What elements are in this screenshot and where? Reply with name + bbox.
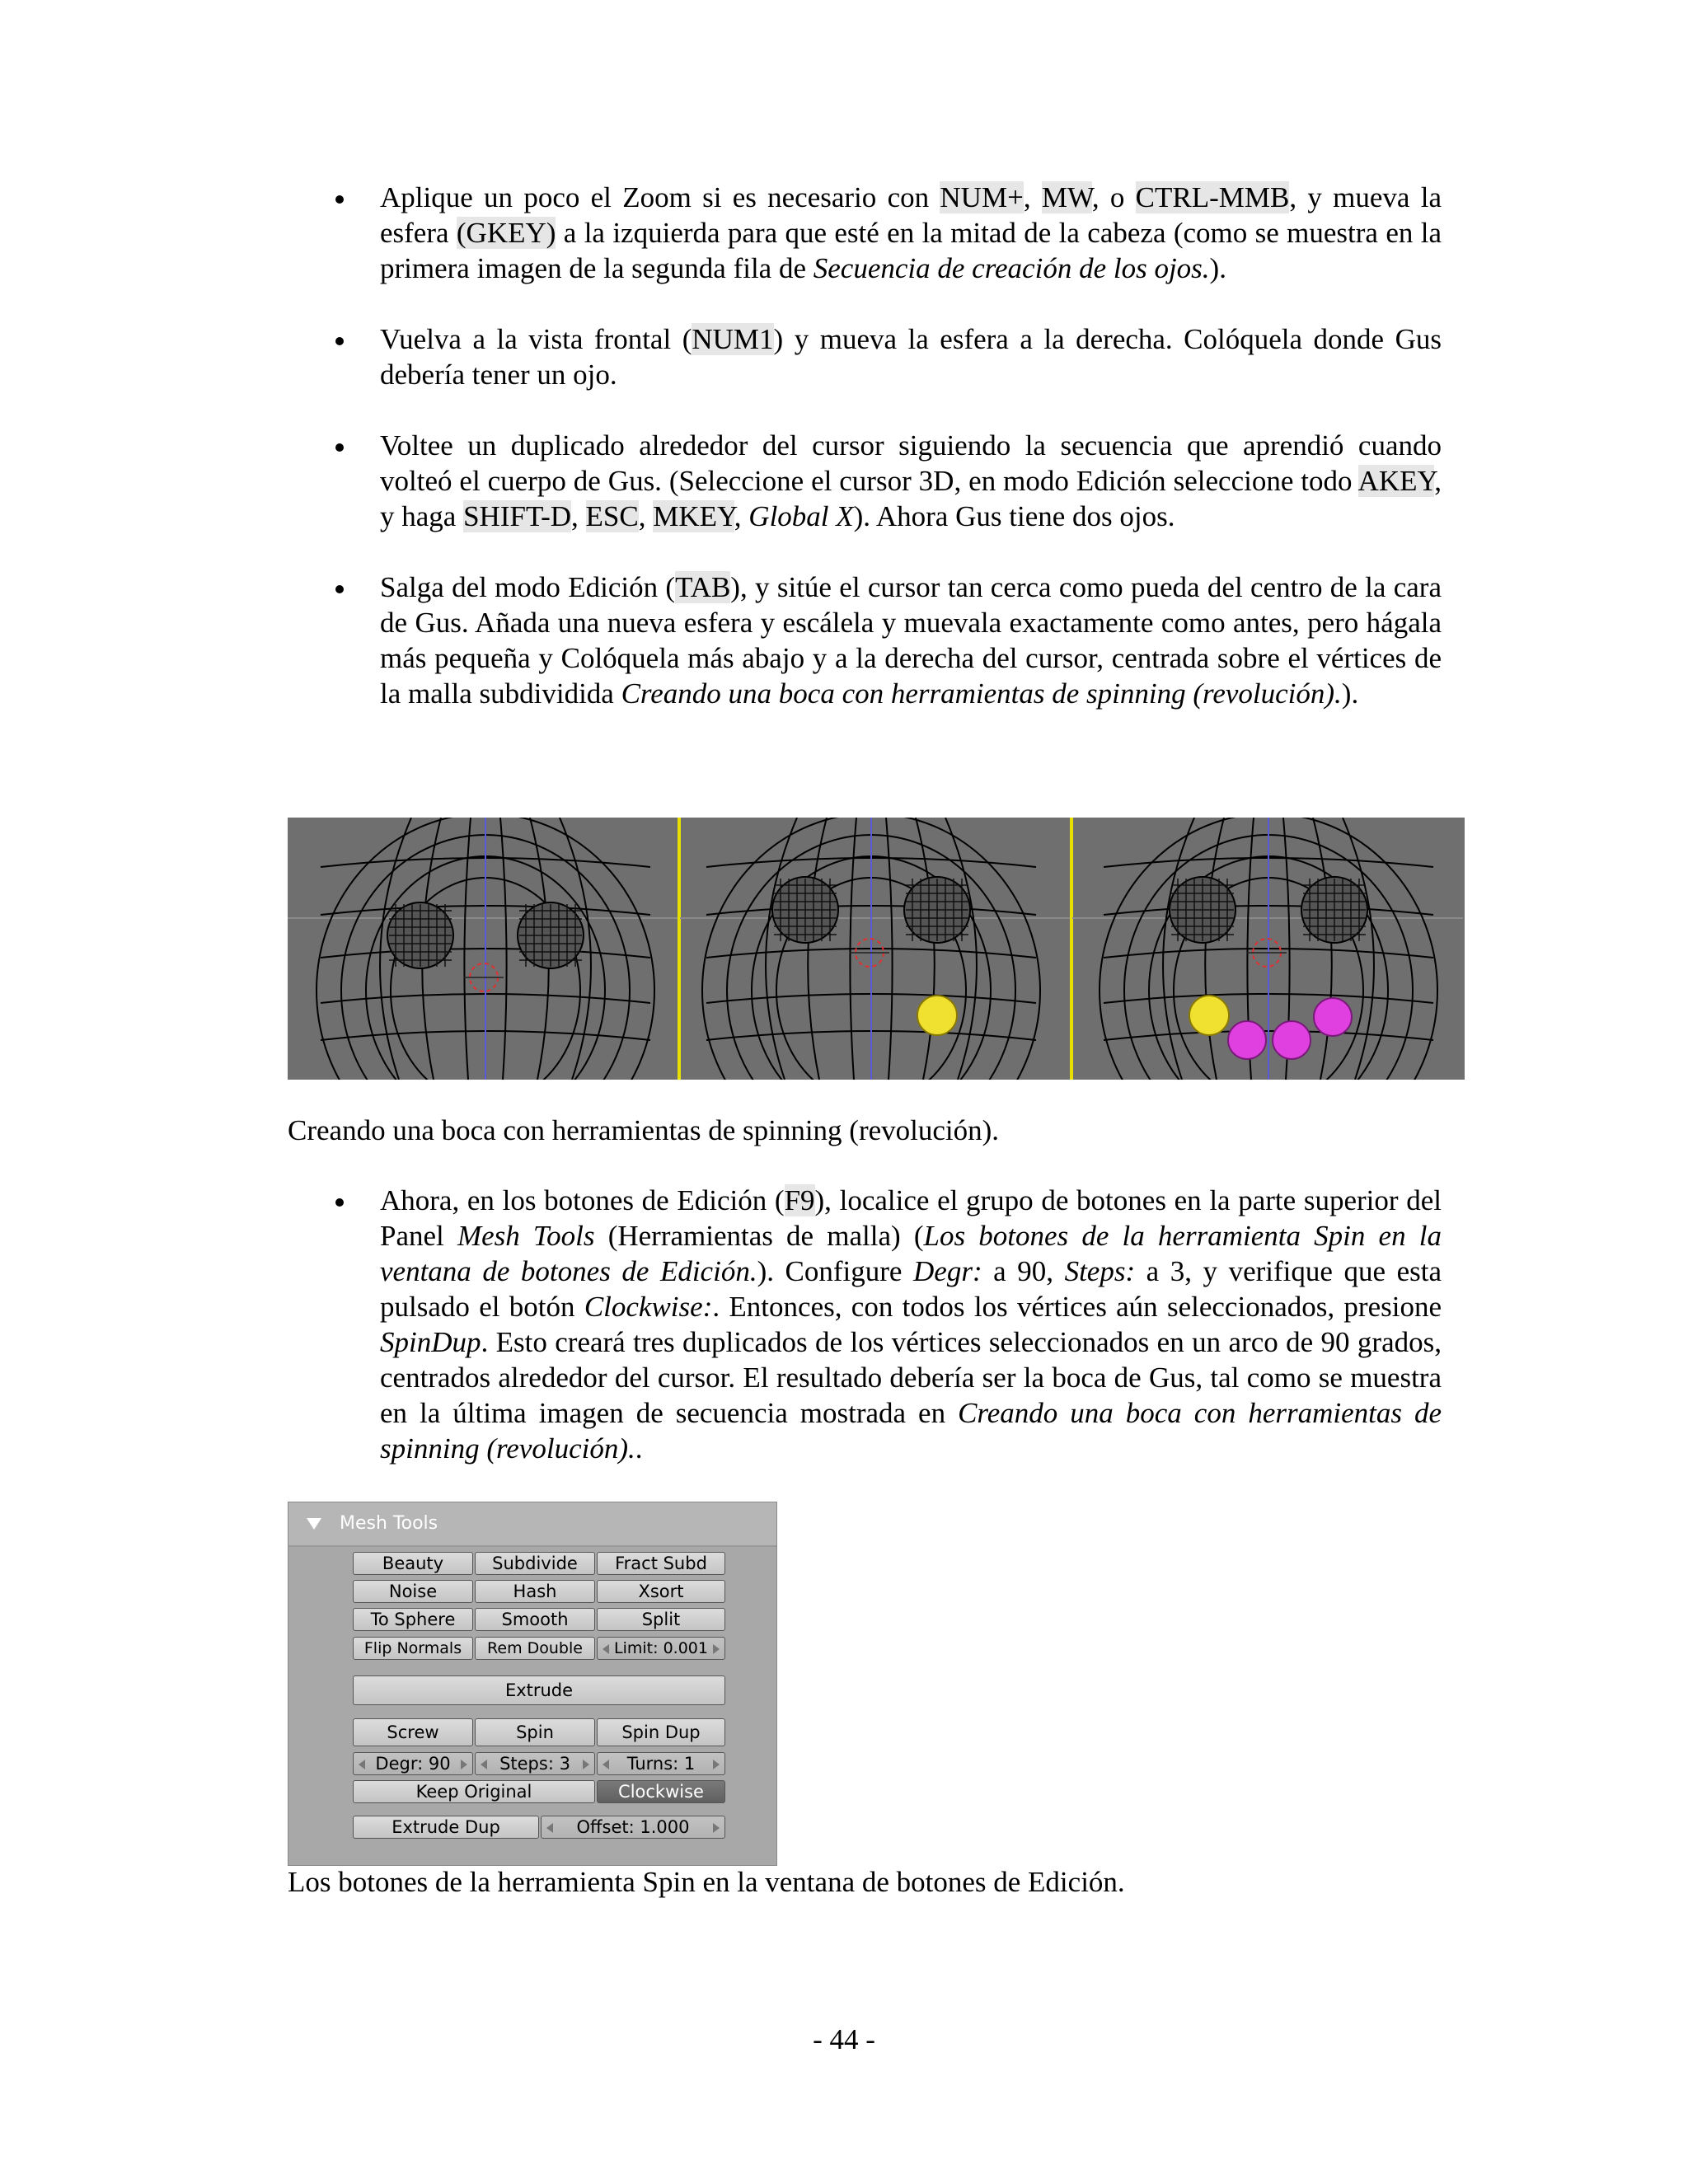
rem-double-button[interactable]: Rem Double bbox=[475, 1637, 595, 1660]
hash-button[interactable]: Hash bbox=[475, 1580, 595, 1603]
italic-reference: Creando una boca con herramientas de spinning (revolución). bbox=[621, 677, 1342, 710]
text-run: . Esto creará tres duplicados de los vértices seleccionados en un arco de 90 grados, centrados alrededor del cursor. El resultado debería ser la boca de Gus, tal como se muestra en la última imagen de secuencia mostrada en bbox=[380, 1326, 1442, 1429]
degr-value: Degr: 90 bbox=[375, 1754, 451, 1774]
key-highlight: NUM+ bbox=[940, 181, 1024, 213]
spin-dup-button[interactable]: Spin Dup bbox=[597, 1718, 725, 1746]
bullet-item bbox=[288, 569, 1442, 711]
text-run: , bbox=[638, 500, 654, 532]
subdivide-button[interactable]: Subdivide bbox=[475, 1552, 595, 1575]
screw-button[interactable]: Screw bbox=[353, 1718, 473, 1746]
figure-caption-2: Los botones de la herramienta Spin en la ventana de botones de Edición. bbox=[288, 1866, 1125, 1898]
increment-arrow-icon[interactable] bbox=[713, 1760, 720, 1769]
bullet-text bbox=[380, 569, 1442, 711]
text-run: Vuelva a la vista frontal ( bbox=[380, 323, 692, 355]
mouth-sphere-yellow bbox=[1189, 996, 1229, 1035]
bullet-dot-icon bbox=[335, 585, 344, 593]
bullet-dot-icon bbox=[335, 195, 344, 204]
flip-normals-button[interactable]: Flip Normals bbox=[353, 1637, 473, 1660]
bullet-dot-icon bbox=[335, 443, 344, 452]
bullet-item bbox=[288, 1183, 1442, 1466]
text-run: , bbox=[734, 500, 749, 532]
beauty-button[interactable]: Beauty bbox=[353, 1552, 473, 1575]
text-run: ), y sitúe el cursor tan cerca como pueda del centro de la cara de Gus. Añada una nueva esfera y escálela y muevala exactamente como antes, pero hágala más pequeña y Colóquela más abajo y a la derecha del cursor, centrada sobre el vértices de la malla subdividida bbox=[380, 571, 1442, 710]
text-run: a 90, bbox=[982, 1255, 1065, 1287]
turns-field[interactable] bbox=[597, 1752, 725, 1775]
key-highlight: TAB bbox=[675, 571, 731, 603]
mouth-sphere-magenta bbox=[1314, 998, 1352, 1036]
fract-subd-button[interactable]: Fract Subd bbox=[597, 1552, 725, 1575]
italic-reference: Mesh Tools bbox=[457, 1220, 595, 1252]
key-highlight: MW bbox=[1041, 181, 1092, 213]
bullet-item bbox=[288, 321, 1442, 392]
italic-reference: SpinDup bbox=[380, 1326, 481, 1358]
page-number: - 44 - bbox=[813, 2023, 875, 2055]
bullet-text bbox=[380, 180, 1442, 286]
mouth-sphere-magenta bbox=[1228, 1021, 1266, 1059]
key-highlight: F9 bbox=[784, 1184, 815, 1216]
steps-field[interactable] bbox=[475, 1752, 595, 1775]
collapse-triangle-icon[interactable] bbox=[307, 1518, 321, 1530]
bullet-list-1 bbox=[288, 180, 1442, 711]
text-run: Ahora, en los botones de Edición ( bbox=[380, 1184, 785, 1216]
bullet-dot-icon bbox=[335, 1198, 344, 1207]
noise-button[interactable]: Noise bbox=[353, 1580, 473, 1603]
text-run: (Herramientas de malla) ( bbox=[594, 1220, 924, 1252]
degr-field[interactable] bbox=[353, 1752, 473, 1775]
viewport-sequence-image bbox=[288, 818, 1465, 1080]
panel-header[interactable] bbox=[288, 1502, 776, 1547]
decrement-arrow-icon[interactable] bbox=[603, 1760, 609, 1769]
keep-original-toggle[interactable]: Keep Original bbox=[353, 1780, 595, 1803]
key-highlight: AKEY bbox=[1357, 465, 1435, 497]
key-highlight: MKEY bbox=[653, 500, 734, 532]
bullet-text bbox=[380, 321, 1442, 392]
bullet-item bbox=[288, 180, 1442, 286]
italic-reference: Global X bbox=[748, 500, 854, 532]
head-wire-meridian bbox=[1163, 818, 1194, 1080]
text-run: Aplique un poco el Zoom si es necesario con bbox=[380, 181, 940, 213]
viewport-illustration bbox=[288, 818, 1465, 1080]
italic-reference: Los botones de la herramienta Spin en la ventana de botones de Edición. bbox=[380, 1220, 1442, 1287]
steps-value: Steps: 3 bbox=[499, 1754, 570, 1774]
text-run: , bbox=[1023, 181, 1042, 213]
to-sphere-button[interactable]: To Sphere bbox=[353, 1608, 473, 1631]
head-wire-meridian bbox=[1343, 818, 1374, 1080]
text-run: , y mueva la esfera bbox=[380, 181, 1442, 249]
mouth-sphere-magenta bbox=[1273, 1021, 1311, 1059]
panel-title: Mesh Tools bbox=[340, 1513, 438, 1534]
decrement-arrow-icon[interactable] bbox=[603, 1644, 609, 1654]
head-wire-meridian bbox=[766, 818, 797, 1080]
italic-reference: Creando una boca con herramientas de spinning (revolución). bbox=[380, 1397, 1442, 1465]
italic-reference: Clockwise: bbox=[584, 1291, 713, 1323]
text-run: a la izquierda para que esté en la mitad de la cabeza (como se muestra en la primera imagen de la segunda fila de bbox=[380, 217, 1442, 284]
text-run: . Entonces, con todos los vértices aún seleccionados, presione bbox=[712, 1291, 1442, 1323]
key-highlight: SHIFT-D bbox=[463, 500, 572, 532]
xsort-button[interactable]: Xsort bbox=[597, 1580, 725, 1603]
increment-arrow-icon[interactable] bbox=[461, 1760, 467, 1769]
key-highlight: CTRL-MMB bbox=[1135, 181, 1290, 213]
figure-caption-1: Creando una boca con herramientas de spinning (revolución). bbox=[288, 1114, 1000, 1146]
text-run: ). Ahora Gus tiene dos ojos. bbox=[853, 500, 1175, 532]
turns-value: Turns: 1 bbox=[626, 1754, 696, 1774]
italic-reference: Secuencia de creación de los ojos. bbox=[813, 252, 1210, 284]
key-highlight: (GKEY) bbox=[456, 217, 556, 249]
limit-field[interactable] bbox=[597, 1637, 725, 1660]
bullet-text bbox=[380, 428, 1442, 534]
text-run: , bbox=[571, 500, 586, 532]
text-run: ). bbox=[1341, 677, 1359, 710]
text-run: , y haga bbox=[380, 465, 1442, 532]
text-run: Salga del modo Edición ( bbox=[380, 571, 676, 603]
mesh-tools-panel bbox=[288, 1502, 777, 1866]
text-run: , o bbox=[1091, 181, 1136, 213]
increment-arrow-icon[interactable] bbox=[713, 1644, 720, 1654]
smooth-button[interactable]: Smooth bbox=[475, 1608, 595, 1631]
text-run: Voltee un duplicado alrededor del cursor siguiendo la secuencia que aprendió cuando volteó el cuerpo de Gus. (Seleccione el cursor 3D, en modo Edición seleccione todo bbox=[380, 429, 1442, 497]
bullet-item bbox=[288, 428, 1442, 534]
extrude-dup-button[interactable]: Extrude Dup bbox=[353, 1816, 539, 1839]
increment-arrow-icon[interactable] bbox=[713, 1823, 720, 1833]
extrude-button[interactable]: Extrude bbox=[353, 1675, 725, 1705]
increment-arrow-icon[interactable] bbox=[583, 1760, 589, 1769]
limit-value: Limit: 0.001 bbox=[614, 1639, 708, 1657]
split-button[interactable]: Split bbox=[597, 1608, 725, 1631]
offset-value: Offset: 1.000 bbox=[576, 1817, 690, 1837]
italic-reference: Steps: bbox=[1064, 1255, 1136, 1287]
decrement-arrow-icon[interactable] bbox=[481, 1760, 487, 1769]
key-highlight: ESC bbox=[585, 500, 639, 532]
text-run: ), localice el grupo de botones en la parte superior del Panel bbox=[380, 1184, 1442, 1252]
italic-reference: Degr: bbox=[913, 1255, 982, 1287]
offset-field[interactable] bbox=[541, 1816, 725, 1839]
decrement-arrow-icon[interactable] bbox=[546, 1823, 553, 1833]
text-run: . bbox=[635, 1432, 643, 1465]
decrement-arrow-icon[interactable] bbox=[359, 1760, 365, 1769]
clockwise-toggle[interactable]: Clockwise bbox=[597, 1780, 725, 1803]
bullet-list-2 bbox=[288, 1183, 1442, 1466]
bullet-text bbox=[380, 1183, 1442, 1466]
text-run: ). bbox=[1209, 252, 1226, 284]
text-run: ). Configure bbox=[757, 1255, 914, 1287]
head-wire-meridian bbox=[945, 818, 977, 1080]
text-run: a 3, y verifique que esta pulsado el botón bbox=[380, 1255, 1442, 1323]
spin-button[interactable]: Spin bbox=[475, 1718, 595, 1746]
bullet-dot-icon bbox=[335, 337, 344, 345]
text-run: ) y mueva la esfera a la derecha. Colóquela donde Gus debería tener un ojo. bbox=[380, 323, 1442, 391]
key-highlight: NUM1 bbox=[692, 323, 774, 355]
mouth-sphere-yellow bbox=[917, 996, 957, 1035]
